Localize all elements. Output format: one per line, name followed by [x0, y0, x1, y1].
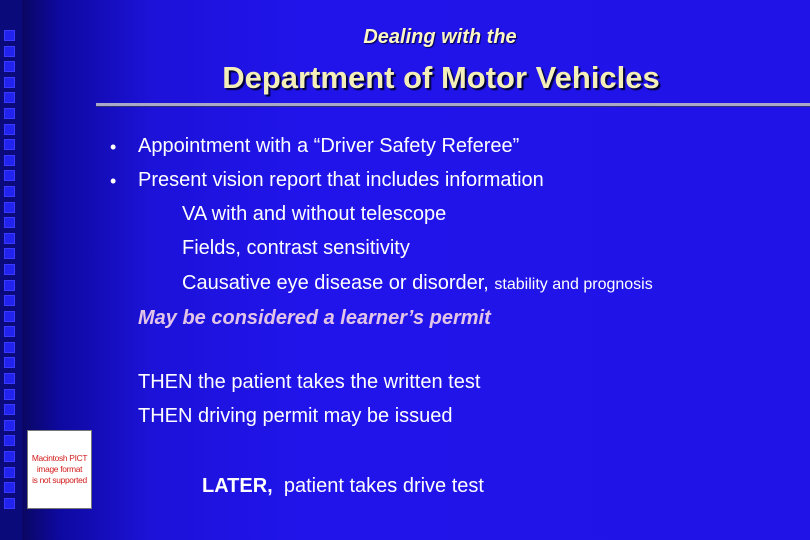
decorative-square	[4, 342, 15, 353]
decorative-square	[4, 170, 15, 181]
bullet-icon: •	[110, 171, 117, 191]
placeholder-line: Macintosh PICT	[31, 453, 88, 463]
later-label: LATER,	[202, 475, 273, 497]
permit-note: May be considered a learner’s permit	[138, 307, 491, 329]
bullet-item: Present vision report that includes information	[138, 169, 544, 191]
decorative-strip	[0, 0, 22, 540]
decorative-square	[4, 373, 15, 384]
decorative-squares	[4, 30, 20, 513]
decorative-square	[4, 61, 15, 72]
then-line: THEN driving permit may be issued	[138, 405, 453, 427]
unsupported-image-placeholder	[27, 430, 92, 509]
decorative-square	[4, 30, 15, 41]
decorative-square	[4, 404, 15, 415]
decorative-square	[4, 264, 15, 275]
decorative-square	[4, 124, 15, 135]
sub-item: Fields, contrast sensitivity	[182, 237, 410, 259]
decorative-square	[4, 295, 15, 306]
decorative-square	[4, 217, 15, 228]
decorative-square	[4, 311, 15, 322]
then-line: THEN the patient takes the written test	[138, 371, 481, 393]
decorative-square	[4, 248, 15, 259]
later-text: patient takes drive test	[283, 475, 484, 497]
decorative-square	[4, 420, 15, 431]
title-divider	[96, 103, 810, 106]
decorative-square	[4, 186, 15, 197]
placeholder-line: image format	[36, 464, 83, 474]
bullet-item: Appointment with a “Driver Safety Referee”	[138, 135, 520, 157]
decorative-square	[4, 108, 15, 119]
decorative-square	[4, 139, 15, 150]
sub-item: VA with and without telescope	[182, 203, 447, 225]
decorative-square	[4, 435, 15, 446]
causative-text: Causative eye disease or disorder,	[182, 272, 489, 294]
bullet-icon: •	[110, 137, 117, 157]
decorative-square	[4, 451, 15, 462]
sub-item-causative	[182, 272, 653, 295]
decorative-square	[4, 482, 15, 493]
decorative-square	[4, 357, 15, 368]
decorative-square	[4, 326, 15, 337]
placeholder-line: is not supported	[32, 475, 87, 485]
decorative-square	[4, 233, 15, 244]
decorative-square	[4, 155, 15, 166]
decorative-square	[4, 498, 15, 509]
later-line	[202, 475, 484, 498]
decorative-square	[4, 389, 15, 400]
decorative-square	[4, 202, 15, 213]
slide-subtitle: Dealing with the	[363, 26, 517, 48]
decorative-square	[4, 77, 15, 88]
slide-title: Department of Motor Vehicles	[222, 60, 660, 95]
causative-detail: stability and prognosis	[494, 276, 653, 293]
decorative-square	[4, 46, 15, 57]
decorative-square	[4, 280, 15, 291]
decorative-square	[4, 92, 15, 103]
decorative-square	[4, 467, 15, 478]
